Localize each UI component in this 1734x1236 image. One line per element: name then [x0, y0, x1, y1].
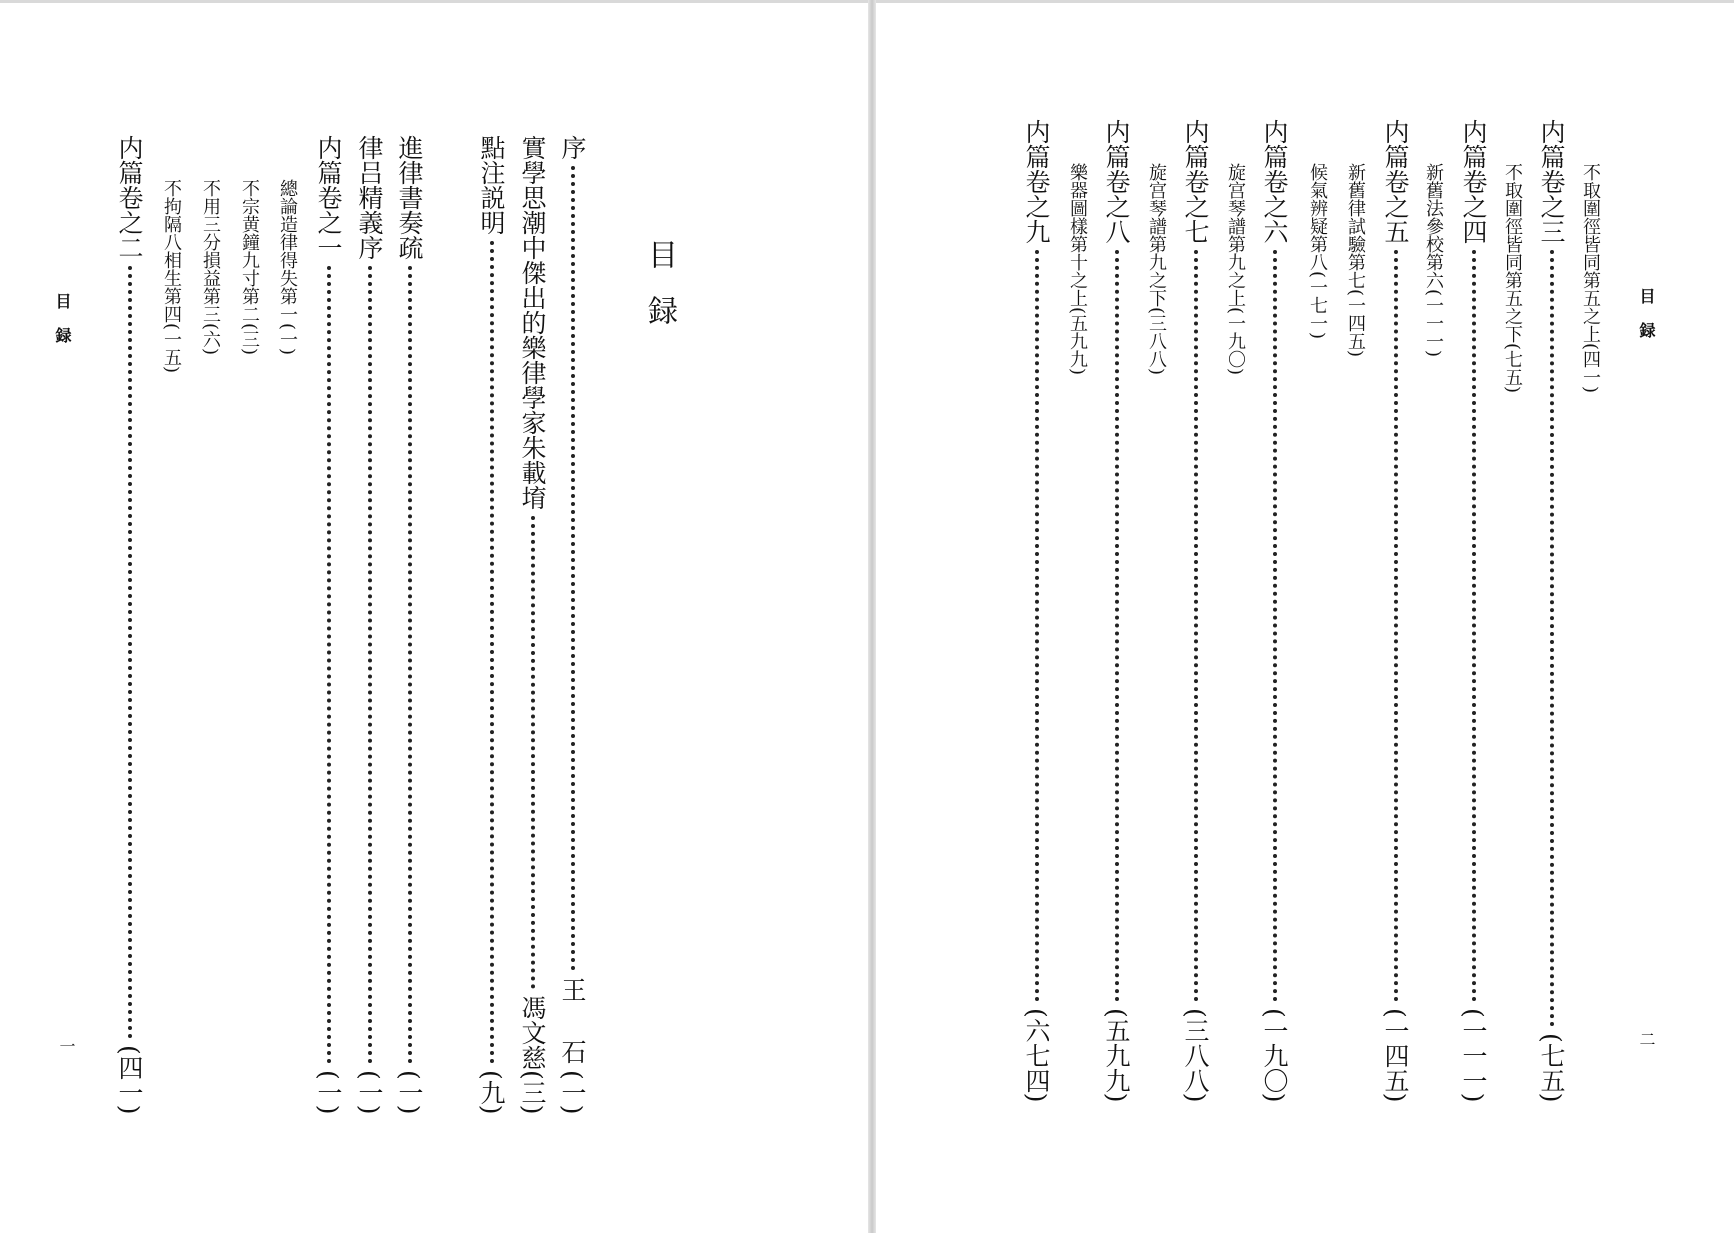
entry-title: 不宗黄鐘九寸第二	[239, 179, 260, 323]
toc-entry-volume-4[interactable]	[1461, 119, 1486, 1103]
entry-page: (六七四)	[1022, 1008, 1051, 1103]
entry-page: (四一)	[115, 1045, 144, 1115]
right-page	[876, 0, 1734, 1236]
entry-title: 不拘隔八相生第四	[161, 179, 182, 323]
entry-page: (一)	[395, 1070, 424, 1115]
entry-page: (一五)	[161, 323, 182, 374]
entry-page: (一)	[277, 323, 298, 356]
entry-title: 不取圍徑皆同第五之下	[1502, 163, 1523, 343]
toc-entry-lulu-preface[interactable]	[357, 135, 382, 1115]
entry-page: (一一一)	[1423, 289, 1444, 358]
entry-page: (一九〇)	[1225, 307, 1246, 376]
entry-title: 樂器圖樣第十之上	[1067, 163, 1088, 307]
entry-title: 内篇卷之七	[1181, 119, 1210, 244]
toc-entry-volume-3[interactable]	[1539, 119, 1564, 1103]
entry-page: (五九九)	[1067, 307, 1088, 376]
toc-entry-volume-2[interactable]	[117, 135, 142, 1115]
entry-title: 新舊法參校第六	[1423, 163, 1444, 289]
running-head: 目録	[53, 293, 72, 361]
dot-leader	[531, 516, 535, 989]
dot-leader	[327, 266, 331, 1064]
entry-title: 律吕精義序	[355, 135, 384, 260]
toc-entry-volume-7[interactable]	[1183, 119, 1208, 1103]
running-head: 目録	[1637, 288, 1656, 356]
dot-leader	[408, 266, 412, 1064]
toc-entry-preface[interactable]	[560, 135, 585, 1115]
toc-entry-memorial[interactable]	[397, 135, 422, 1115]
entry-page: (五九九)	[1102, 1008, 1131, 1103]
dot-leader	[490, 241, 494, 1064]
entry-page: (一四五)	[1345, 289, 1366, 358]
entry-page: (三八八)	[1181, 1008, 1210, 1103]
entry-page: (七五)	[1537, 1033, 1566, 1103]
dot-leader	[1550, 250, 1554, 1027]
toc-entry-volume-5[interactable]	[1383, 119, 1408, 1103]
entry-page: (一九〇)	[1260, 1008, 1289, 1103]
toc-subentry[interactable]	[162, 179, 180, 373]
entry-page: (一)	[355, 1070, 384, 1115]
dot-leader	[1472, 250, 1476, 1002]
entry-title: 内篇卷之四	[1459, 119, 1488, 244]
entry-title: 内篇卷之一	[314, 135, 343, 260]
toc-subentry[interactable]	[1424, 163, 1442, 357]
folio: 一	[57, 1038, 76, 1054]
entry-page: (三)	[518, 1070, 547, 1115]
entry-author: 王 石	[558, 977, 587, 1071]
toc-subentry[interactable]	[1226, 163, 1244, 375]
entry-title: 内篇卷之二	[115, 135, 144, 260]
entry-title: 内篇卷之六	[1260, 119, 1289, 244]
toc-entry-notes[interactable]	[479, 135, 504, 1115]
entry-title: 旋宫琴譜第九之下	[1146, 163, 1167, 307]
dot-leader	[368, 266, 372, 1064]
entry-title: 旋宫琴譜第九之上	[1225, 163, 1246, 307]
entry-title: 内篇卷之三	[1537, 119, 1566, 244]
toc-subentry[interactable]	[201, 179, 219, 355]
entry-page: (六)	[200, 323, 221, 356]
entry-title: 内篇卷之九	[1022, 119, 1051, 244]
toc-entry-essay[interactable]	[520, 135, 545, 1115]
dot-leader	[1115, 250, 1119, 1002]
entry-page: (一七一)	[1307, 271, 1328, 340]
entry-title: 序	[558, 135, 587, 160]
page-title: 目録	[642, 239, 677, 351]
toc-entry-volume-8[interactable]	[1104, 119, 1129, 1103]
entry-page: (一)	[314, 1070, 343, 1115]
dot-leader	[1035, 250, 1039, 1002]
entry-title: 新舊律試驗第七	[1345, 163, 1366, 289]
folio: 二	[1637, 1031, 1656, 1047]
entry-page: (三八八)	[1146, 307, 1167, 376]
dot-leader	[1394, 250, 1398, 1002]
toc-subentry[interactable]	[1147, 163, 1165, 375]
entry-title: 實學思潮中傑出的樂律學家朱載堉	[518, 135, 547, 510]
dot-leader	[128, 266, 132, 1039]
toc-entry-volume-9[interactable]	[1024, 119, 1049, 1103]
entry-title: 内篇卷之八	[1102, 119, 1131, 244]
toc-subentry[interactable]	[240, 179, 258, 355]
entry-page: (一一一)	[1459, 1008, 1488, 1103]
entry-page: (七五)	[1502, 343, 1523, 394]
entry-title: 内篇卷之五	[1381, 119, 1410, 244]
entry-page: (一)	[558, 1070, 587, 1115]
dot-leader	[571, 166, 575, 971]
toc-subentry[interactable]	[1346, 163, 1364, 357]
entry-page: (一四五)	[1381, 1008, 1410, 1103]
entry-title: 候氣辨疑第八	[1307, 163, 1328, 271]
entry-page: (三)	[239, 323, 260, 356]
toc-subentry[interactable]	[1503, 163, 1521, 393]
dot-leader	[1194, 250, 1198, 1002]
entry-page: (四一)	[1580, 343, 1601, 394]
entry-page: (九)	[477, 1070, 506, 1115]
entry-author: 馮文慈	[518, 995, 547, 1071]
toc-subentry[interactable]	[1308, 163, 1326, 339]
dot-leader	[1273, 250, 1277, 1002]
entry-title: 總論造律得失第一	[277, 179, 298, 323]
toc-entry-volume-1[interactable]	[316, 135, 341, 1115]
entry-title: 點注説明	[477, 135, 506, 235]
entry-title: 進律書奏疏	[395, 135, 424, 260]
toc-subentry[interactable]	[1068, 163, 1086, 375]
toc-entry-volume-6[interactable]	[1262, 119, 1287, 1103]
book-gutter	[868, 0, 876, 1233]
entry-title: 不用三分損益第三	[200, 179, 221, 323]
toc-subentry[interactable]	[278, 179, 296, 355]
toc-subentry[interactable]	[1581, 163, 1599, 393]
entry-title: 不取圍徑皆同第五之上	[1580, 163, 1601, 343]
